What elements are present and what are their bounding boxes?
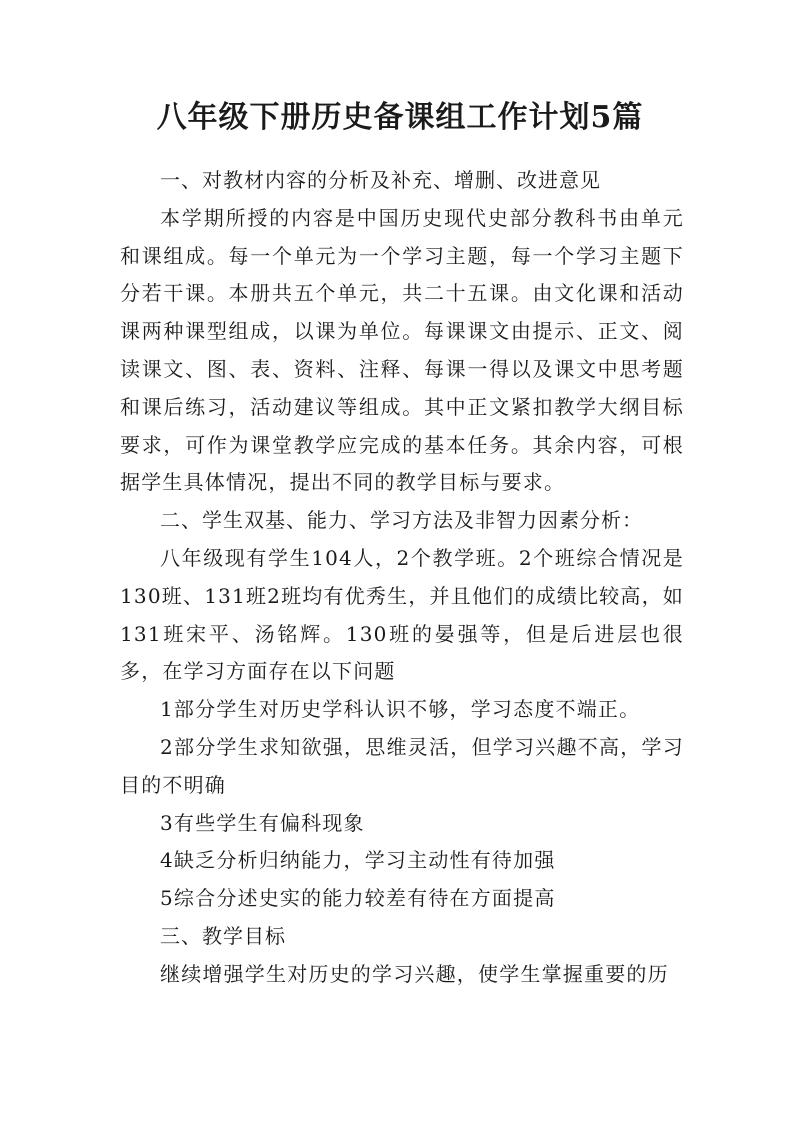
document-title: 八年级下册历史备课组工作计划5篇	[156, 100, 644, 135]
paragraph-teaching-goals: 继续增强学生对历史的学习兴趣，使学生掌握重要的历	[160, 961, 669, 986]
list-item-problem-2: 2部分学生求知欲强，思维灵活，但学习兴趣不高，学习目的不明确	[120, 734, 684, 797]
section-heading-1: 一、对教材内容的分析及补充、增删、改进意见	[160, 168, 601, 192]
section-heading-3: 三、教学目标	[160, 923, 286, 948]
list-item-problem-4: 4缺乏分析归纳能力，学习主动性有待加强	[160, 848, 556, 873]
document-body	[120, 162, 684, 994]
list-item-problem-1: 1部分学生对历史学科认识不够，学习态度不端正。	[160, 697, 641, 722]
list-item-problem-5: 5综合分述史实的能力较差有待在方面提高	[160, 886, 556, 911]
section-heading-2: 二、学生双基、能力、学习方法及非智力因素分析：	[160, 508, 643, 533]
list-item-problem-3: 3有些学生有偏科现象	[160, 810, 365, 835]
paragraph-student-overview: 八年级现有学生104人，2个教学班。2个班综合情况是130班、131班2班均有优秀生，并且他们的成绩比较高，如131班宋平、汤铭辉。130班的晏强等，但是后进层也很多，在学习方面存在以下问题	[120, 545, 684, 684]
paragraph-textbook-analysis: 本学期所授的内容是中国历史现代史部分教科书由单元和课组成。每一个单元为一个学习主题，每一个学习主题下分若干课。本册共五个单元，共二十五课。由文化课和活动课两种课型组成，以课为单位。每课课文由提示、正文、阅读课文、图、表、资料、注释、每课一得以及课文中思考题和课后练习，活动建议等组成。其中正文紧扣教学大纲目标要求，可作为课堂教学应完成的基本任务。其余内容，可根据学生具体情况，提出不同的教学目标与要求。	[120, 205, 684, 495]
